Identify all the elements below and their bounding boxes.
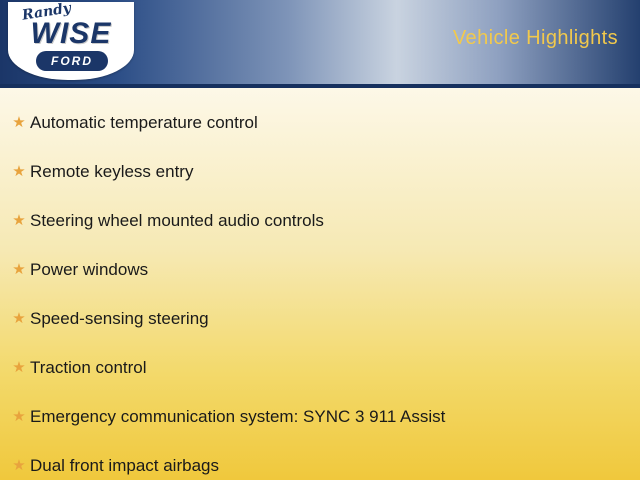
list-item-label: Traction control (30, 357, 147, 377)
page-title: Vehicle Highlights (452, 27, 618, 49)
list-item-label: Emergency communication system: SYNC 3 911 Assist (30, 406, 446, 426)
list-item-label: Steering wheel mounted audio controls (30, 210, 324, 230)
list-item-label: Automatic temperature control (30, 112, 258, 132)
list-item (0, 147, 640, 196)
star-icon: ★ (12, 114, 26, 131)
list-item (0, 245, 640, 294)
list-item (0, 392, 640, 441)
list-item-label: Dual front impact airbags (30, 455, 219, 475)
highlights-list (0, 88, 640, 480)
star-icon: ★ (12, 212, 26, 229)
star-icon: ★ (12, 261, 26, 278)
logo-brand-badge: FORD (36, 51, 108, 71)
logo-name-text: WISE (30, 17, 112, 50)
star-icon: ★ (12, 163, 26, 180)
list-item-label: Power windows (30, 259, 149, 279)
star-icon: ★ (12, 310, 26, 327)
star-icon: ★ (12, 359, 26, 376)
logo-script-text: Randy (21, 0, 73, 24)
dealer-logo (8, 2, 134, 80)
list-item-label: Remote keyless entry (30, 161, 194, 181)
star-icon: ★ (12, 408, 26, 425)
list-item (0, 98, 640, 147)
list-item (0, 294, 640, 343)
list-item (0, 343, 640, 392)
list-item (0, 441, 640, 480)
list-item (0, 196, 640, 245)
star-icon: ★ (12, 457, 26, 474)
list-item-label: Speed-sensing steering (30, 308, 209, 328)
